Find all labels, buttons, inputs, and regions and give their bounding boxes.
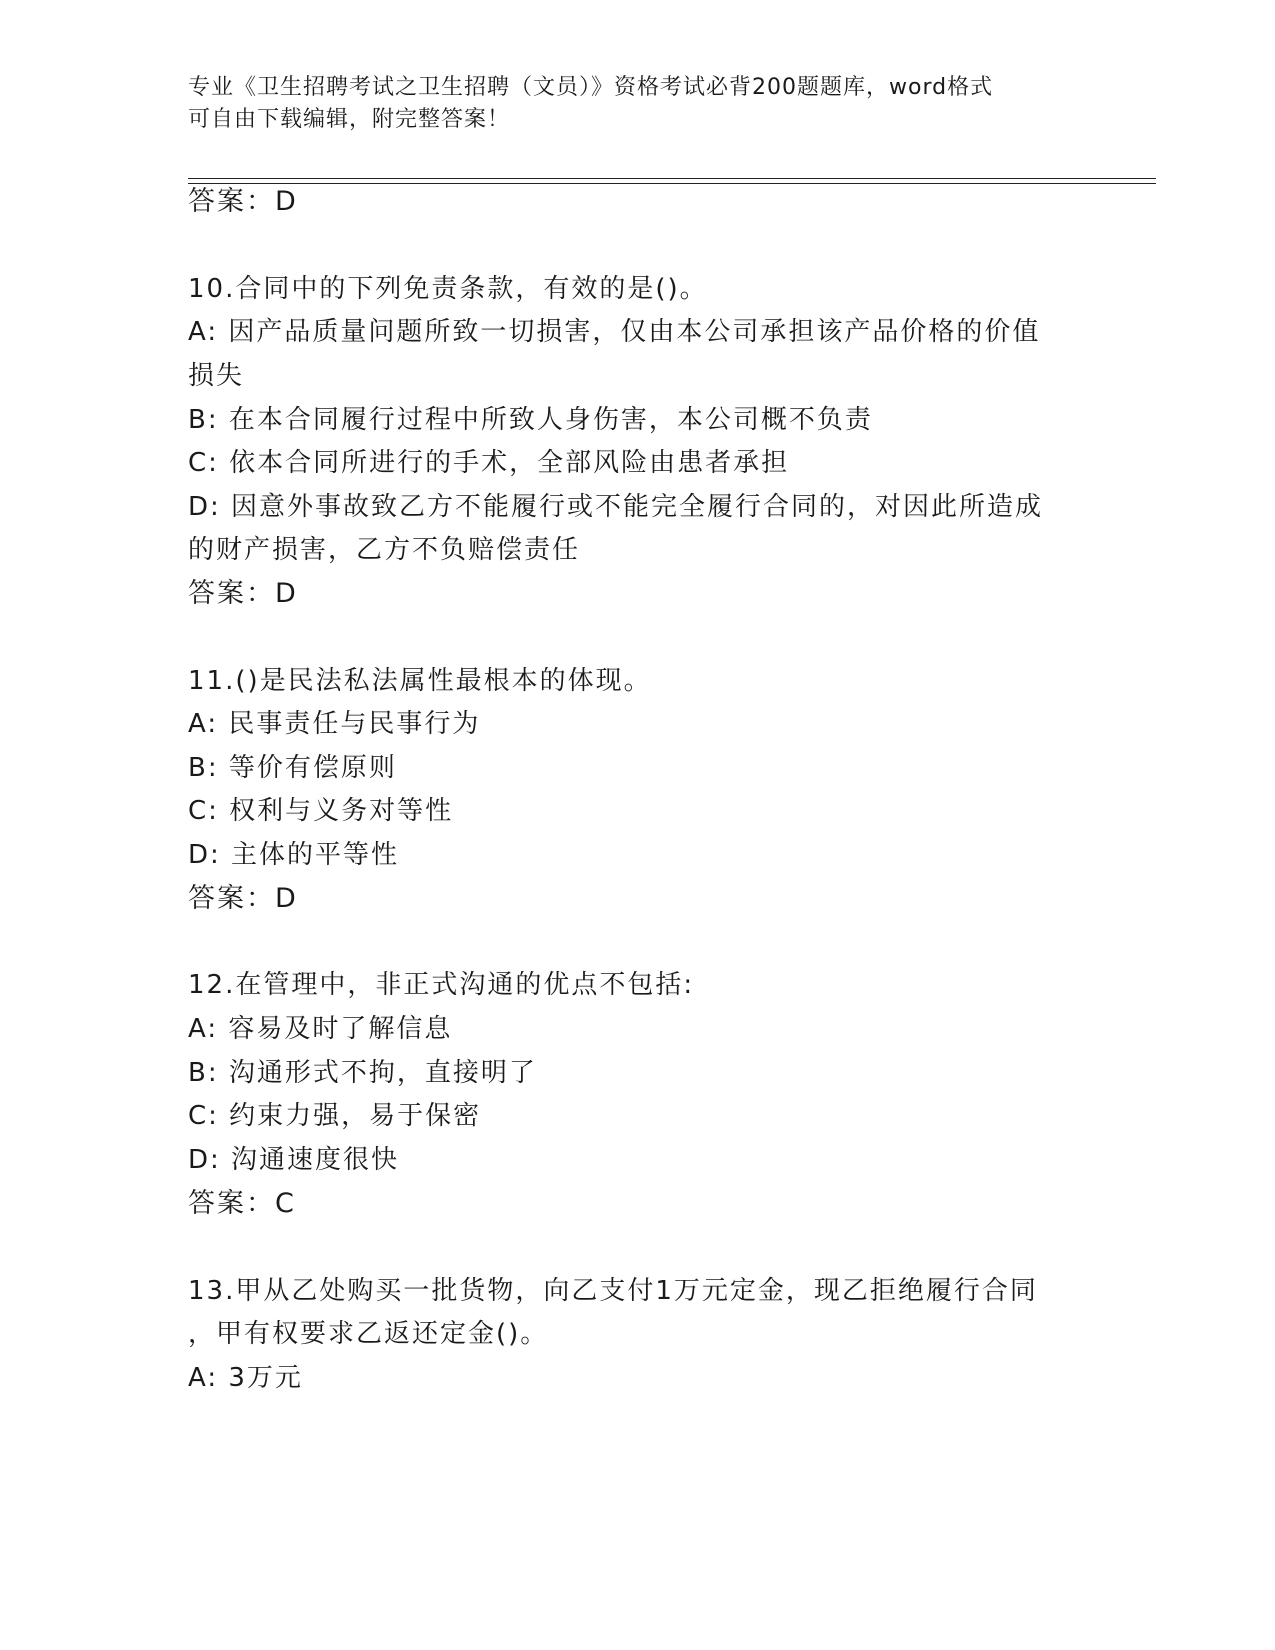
- option-a: A: 因产品质量问题所致一切损害，仅由本公司承担该产品价格的价值: [188, 317, 1041, 347]
- header-rule-bottom: [188, 183, 1156, 184]
- question-text: 10.合同中的下列免责条款，有效的是()。: [188, 274, 708, 304]
- option-d: D: 因意外事故致乙方不能履行或不能完全履行合同的，对因此所造成: [188, 492, 1044, 522]
- option-a: A: 民事责任与民事行为: [188, 709, 481, 739]
- header-line-2: 可自由下载编辑，附完整答案！: [188, 107, 511, 132]
- question-text: 11.()是民法私法属性最根本的体现。: [188, 666, 652, 696]
- option-b: B: 沟通形式不拘，直接明了: [188, 1058, 537, 1088]
- option-b: B: 等价有偿原则: [188, 753, 397, 783]
- answer-previous: 答案：D: [188, 186, 298, 217]
- header-line-1: 专业《卫生招聘考试之卫生招聘（文员）》资格考试必背200题题库，word格式: [188, 75, 994, 100]
- document-header: [188, 72, 1068, 136]
- option-b: B: 在本合同履行过程中所致人身伤害，本公司概不负责: [188, 405, 873, 435]
- option-c: C: 约束力强，易于保密: [188, 1101, 482, 1131]
- option-a: A: 容易及时了解信息: [188, 1014, 453, 1044]
- option-d-continued: 的财产损害，乙方不负赔偿责任: [188, 535, 581, 565]
- option-c: C: 权利与义务对等性: [188, 796, 454, 826]
- header-rule-top: [188, 178, 1156, 179]
- option-a: A: 3万元: [188, 1363, 303, 1393]
- option-c: C: 依本合同所进行的手术，全部风险由患者承担: [188, 448, 790, 478]
- question-text: 12.在管理中，非正式沟通的优点不包括:: [188, 970, 695, 1000]
- answer: 答案：D: [188, 578, 298, 609]
- option-a-continued: 损失: [188, 361, 245, 391]
- option-d: D: 主体的平等性: [188, 840, 400, 870]
- answer: 答案：D: [188, 883, 298, 914]
- answer: 答案：C: [188, 1188, 296, 1219]
- question-text-continued: ，甲有权要求乙返还定金()。: [188, 1319, 549, 1349]
- option-d: D: 沟通速度很快: [188, 1145, 400, 1175]
- question-text: 13.甲从乙处购买一批货物，向乙支付1万元定金，现乙拒绝履行合同: [188, 1276, 1038, 1306]
